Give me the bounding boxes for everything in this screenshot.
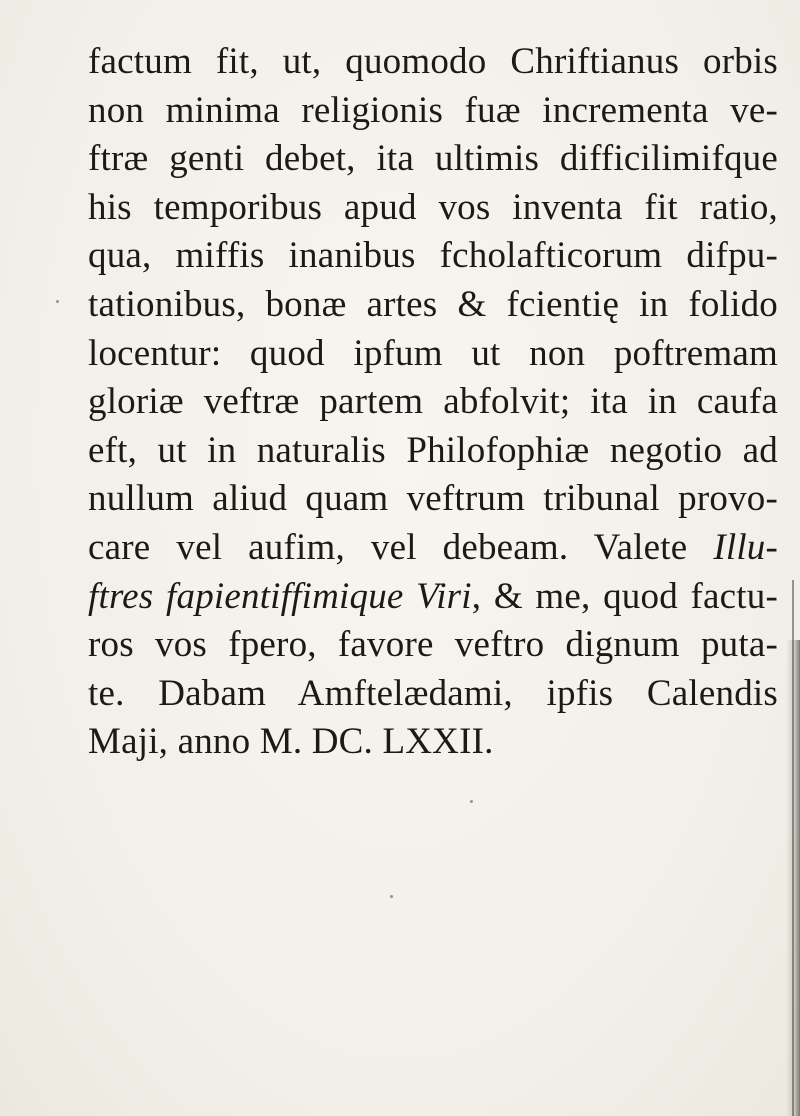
text-line-10: nullum aliud quam veftrum tribunal provo- [88,478,778,520]
text-line-5: qua, miffis inanibus fcholafticorum difpu- [88,235,778,277]
text-line-4: his temporibus apud vos inventa fit ratio, [88,186,778,228]
body-text [88,38,778,767]
text-line-12-roman: , & me, quod factu- [471,575,778,617]
text-line-11-italic: Illu- [713,526,779,568]
text-line-1: factum fit, ut, quomodo Chriftianus orbis [88,41,778,82]
text-line-3: ftræ genti debet, ita ultimis difficilimifque [88,138,778,180]
text-line-13: ros vos fpero, favore veftro dignum puta- [88,624,778,666]
text-line-15: Maji, anno M. DC. LXXII. [88,721,494,763]
text-line-8: gloriæ veftræ partem abfolvit; ita in caufa [88,381,778,423]
text-line-14: te. Dabam Amftelædami, ipfis Calendis [88,672,778,714]
text-line-11-roman: care vel aufim, vel debeam. Valete [88,526,688,568]
text-line-9: eft, ut in naturalis Philofophiæ negotio ad [88,429,778,471]
text-line-6: tationibus, bonæ artes & fcientię in folido [88,283,778,325]
text-line-11 [88,524,778,573]
text-line-2: non minima religionis fuæ incrementa ve- [88,89,778,131]
text-line-7: locentur: quod ipfum ut non poftremam [88,332,778,374]
paper-speck [56,300,59,303]
page-edge-stain [786,640,800,1116]
paper-speck [390,895,393,898]
text-line-12-italic: ftres fapientiffimique Viri [88,575,472,617]
paper-speck [470,800,473,803]
text-line-12 [88,573,778,622]
